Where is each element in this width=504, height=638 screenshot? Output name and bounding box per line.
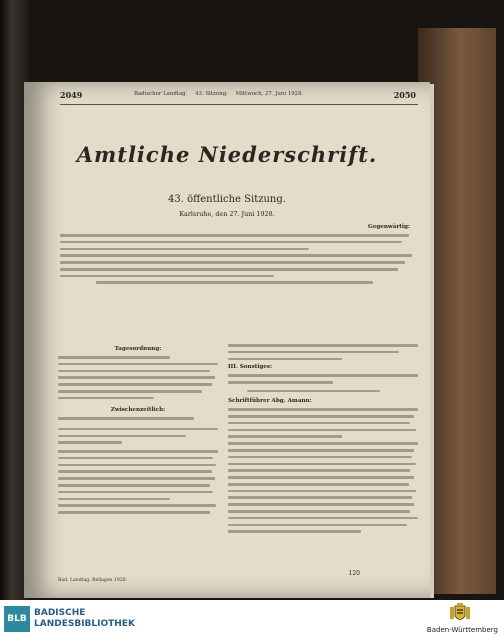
- page-number-right: 2050: [393, 90, 416, 100]
- left-column: [58, 344, 218, 518]
- document-title: Amtliche Niederschrift.: [76, 142, 378, 167]
- running-header: [134, 91, 309, 97]
- running-header-part: Mittwoch, 27. Juni 1928.: [235, 91, 304, 97]
- speaker-heading: Schriftführer Abg. Amann:: [228, 398, 312, 405]
- footer-page-number: 120: [348, 570, 360, 577]
- present-label: Gegenwärtig:: [368, 224, 410, 230]
- agenda-heading: Tagesordnung:: [114, 346, 162, 352]
- running-header-part: 43. Sitzung.: [195, 91, 228, 97]
- state-name: Baden-Württemberg: [426, 626, 498, 634]
- state-crest-icon: [448, 603, 472, 625]
- running-header-part: Badischer Landtag.: [134, 91, 188, 97]
- right-column: [228, 344, 418, 537]
- library-name-line: LANDESBIBLIOTHEK: [34, 619, 135, 629]
- document-page: [24, 82, 430, 598]
- library-name-line: BADISCHE: [34, 608, 86, 618]
- header-rule: [60, 104, 418, 105]
- footer-imprint-part: Bad. Landtag.: [58, 578, 91, 583]
- section-heading: III. Sonstiges:: [228, 364, 273, 371]
- session-heading: 43. öffentliche Sitzung.: [168, 194, 286, 205]
- footer-imprint-part: Beilagen 1928.: [92, 578, 128, 583]
- footer-imprint: [58, 578, 127, 583]
- attendance-text-block: [60, 234, 416, 288]
- page-number-left: 2049: [60, 90, 83, 100]
- library-name: [34, 608, 135, 630]
- date-line: Karlsruhe, den 27. Juni 1928.: [179, 210, 275, 218]
- interim-heading: Zwischenzeitlich:: [110, 407, 166, 414]
- blb-logo: BLB: [4, 606, 30, 632]
